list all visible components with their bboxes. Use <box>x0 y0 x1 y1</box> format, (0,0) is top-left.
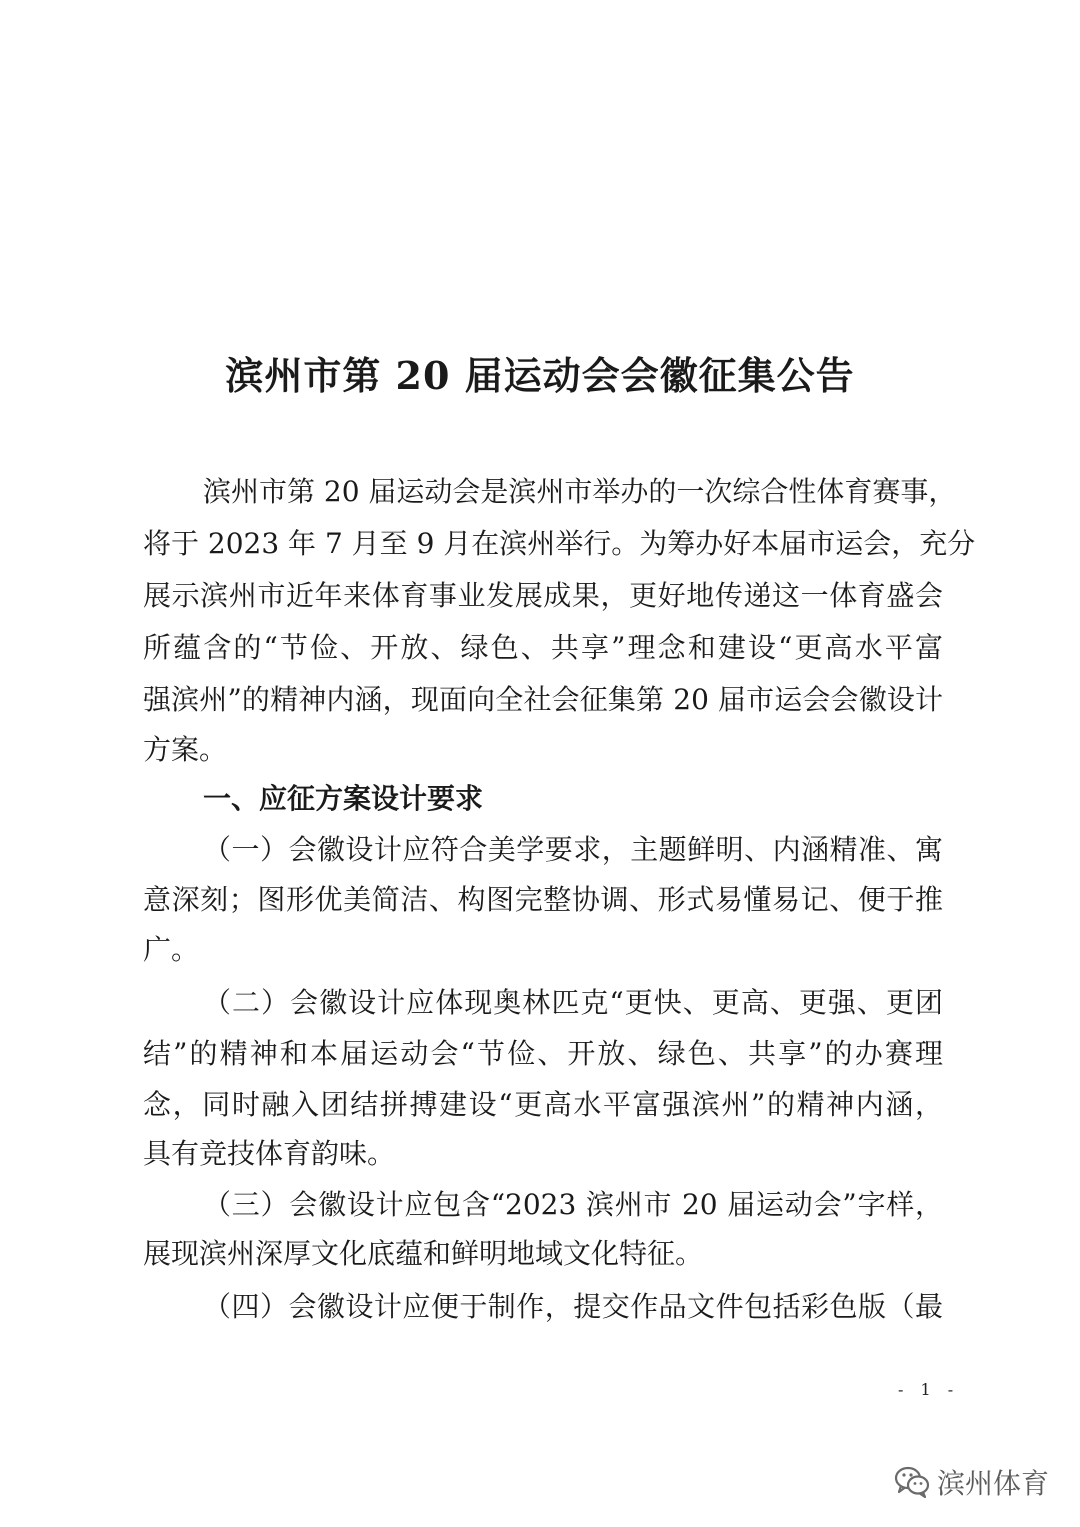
intro-line-1: 滨州市第 20 届运动会是滨州市举办的一次综合性体育赛事， <box>203 475 957 508</box>
watermark <box>893 1462 1049 1502</box>
intro-line-4: 所蕴含的“节俭、开放、绿色、共享”理念和建设“更高水平富 <box>143 631 943 664</box>
item3-line-2: 展现滨州深厚文化底蕴和鲜明地域文化特征。 <box>143 1237 704 1270</box>
item3-line-1: （三）会徽设计应包含“2023 滨州市 20 届运动会”字样， <box>203 1188 943 1221</box>
item2-line-2: 结”的精神和本届运动会“节俭、开放、绿色、共享”的办赛理 <box>143 1037 943 1070</box>
intro-line-3: 展示滨州市近年来体育事业发展成果，更好地传递这一体育盛会 <box>143 579 943 612</box>
item1-line-2: 意深刻；图形优美简洁、构图完整协调、形式易懂易记、便于推 <box>143 883 943 916</box>
intro-line-2: 将于 2023 年 7 月至 9 月在滨州举行。为筹办好本届市运会，充分 <box>143 527 976 560</box>
watermark-text: 滨州体育 <box>937 1467 1050 1500</box>
page-number: - 1 - <box>898 1380 960 1399</box>
intro-line-6: 方案。 <box>143 733 228 766</box>
item2-line-4: 具有竞技体育韵味。 <box>143 1137 396 1170</box>
item2-line-1: （二）会徽设计应体现奥林匹克“更快、更高、更强、更团 <box>203 986 943 1019</box>
intro-line-5: 强滨州”的精神内涵，现面向全社会征集第 20 届市运会会徽设计 <box>143 683 943 716</box>
wechat-icon <box>893 1465 931 1499</box>
item1-line-1: （一）会徽设计应符合美学要求，主题鲜明、内涵精准、寓 <box>203 833 943 866</box>
item2-line-3: 念，同时融入团结拼搏建设“更高水平富强滨州”的精神内涵， <box>143 1088 943 1121</box>
item1-line-3: 广。 <box>143 933 200 966</box>
section-heading: 一、应征方案设计要求 <box>203 782 484 815</box>
item4-line-1: （四）会徽设计应便于制作，提交作品文件包括彩色版（最 <box>203 1290 943 1323</box>
document-title: 滨州市第 20 届运动会会徽征集公告 <box>225 353 855 398</box>
